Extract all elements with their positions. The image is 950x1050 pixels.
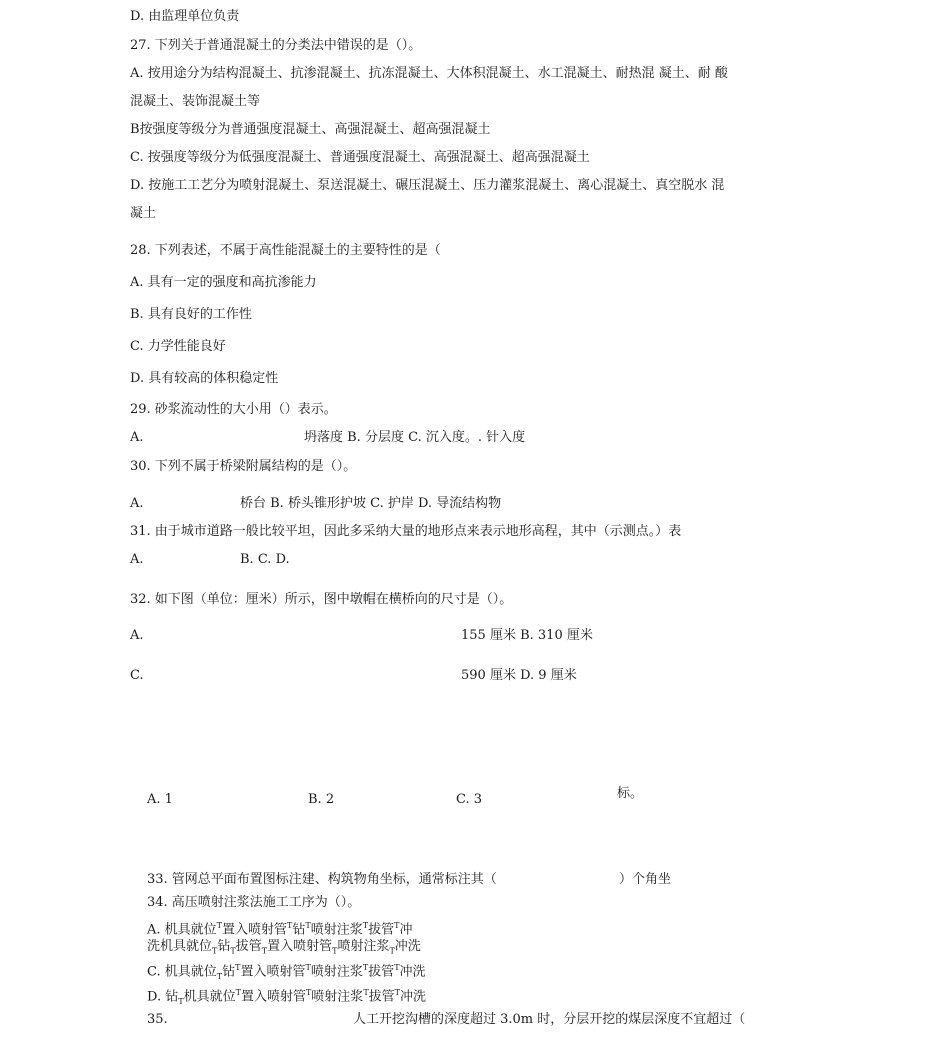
q34-option-b <box>147 938 421 961</box>
arrow-mark: T <box>305 921 311 930</box>
option-d-prev: D. 由监理单位负责 <box>130 9 240 24</box>
arrow-mark: T <box>305 988 312 997</box>
arrow-mark: T <box>235 963 241 972</box>
arrow-mark: T <box>230 946 236 956</box>
q27-option-d-line2: 凝土 <box>130 206 157 221</box>
question-35: 人工开挖沟槽的深度超过 3.0m 时，分层开挖的煤层深度不宜超过（ <box>353 1012 746 1027</box>
arrow-mark: T <box>216 971 223 981</box>
q34-b-step6: 冲洗 <box>394 939 421 954</box>
q34-a-step2: 置入喷射管 <box>222 922 288 938</box>
arrow-mark: T <box>178 996 184 1006</box>
q34-d-step3: 置入喷射管 <box>240 989 306 1005</box>
q28-option-a: A. 具有一定的强度和高抗渗能力 <box>130 275 317 290</box>
arrow-mark: T <box>235 988 241 997</box>
q34-c-step1: C. 机具就位 <box>147 964 217 980</box>
q34-c-step4: 喷射注浆 <box>310 964 363 980</box>
q34-c-step5: 拔管 <box>368 964 395 980</box>
q34-option-d <box>147 984 426 1011</box>
arrow-mark: T <box>362 921 369 930</box>
arrow-mark: T <box>287 921 293 930</box>
q29-option-label: A. <box>130 430 144 445</box>
arrow-mark: T <box>261 946 268 956</box>
arrow-mark: T <box>212 946 218 956</box>
q32-option-a-label: A. <box>130 628 144 643</box>
question-34: 34. 高压喷射注浆法施工工序为（）。 <box>147 895 361 910</box>
question-30: 30. 下列不属于桥梁附属结构的是（）。 <box>130 459 357 474</box>
q28-option-c: C. 力学性能良好 <box>130 339 226 354</box>
q34-option-a <box>147 917 412 939</box>
arrow-mark: T <box>394 963 400 972</box>
q34-d-step6: 冲洗 <box>400 989 427 1005</box>
q34-a-step3: 钻 <box>292 922 306 938</box>
q34-b-step1: 洗机具就位 <box>147 939 213 954</box>
question-28: 28. 下列表述，不属于高性能混凝土的主要特性的是（ <box>130 243 441 258</box>
question-32: 32. 如下图（单位：厘米）所示，图中墩帽在横桥向的尺寸是（）。 <box>130 592 513 607</box>
q27-option-d-line1: D. 按施工工艺分为喷射混凝土、泵送混凝土、碾压混凝土、压力灌浆混凝土、离心混凝土、真空脱水 混 <box>130 178 725 193</box>
q34-option-c <box>147 959 426 986</box>
q31-option-label: A. <box>130 552 144 567</box>
arrow-mark: T <box>389 946 395 956</box>
q32-options-cd: 590 厘米 D. 9 厘米 <box>461 668 577 683</box>
q34-a-step1: A. 机具就位 <box>147 922 217 938</box>
q27-option-b: B按强度等级分为普通强度混凝土、高强混凝土、超高强混凝土 <box>130 122 491 137</box>
q34-b-step4: 置入喷射管 <box>267 939 333 954</box>
q34-d-step4: 喷射注浆 <box>311 989 364 1005</box>
arrow-mark: T <box>394 921 400 930</box>
arrow-mark: T <box>394 988 401 997</box>
q28-option-b: B. 具有良好的工作性 <box>130 307 252 322</box>
q28-option-d: D. 具有较高的体积稳定性 <box>130 371 279 386</box>
q32-option-c-label: C. <box>130 668 144 683</box>
arrow-mark: T <box>363 988 369 997</box>
q33-option-a: A. 1 <box>147 792 173 807</box>
question-29: 29. 砂浆流动性的大小用（）表示。 <box>130 402 337 417</box>
arrow-mark: T <box>332 946 338 956</box>
q33-tail: 标。 <box>617 786 644 801</box>
arrow-mark: T <box>362 963 369 972</box>
q34-d-step5: 拔管 <box>368 989 395 1005</box>
q34-a-step5: 拔管 <box>368 922 395 938</box>
q34-c-step3: 置入喷射管 <box>240 964 306 980</box>
q34-d-step1: D. 钻 <box>147 989 179 1005</box>
q34-b-step2: 钻 <box>217 939 231 954</box>
q32-options-ab: 155 厘米 B. 310 厘米 <box>461 628 593 643</box>
q30-option-label: A. <box>130 496 144 511</box>
q34-b-step3: 拔管 <box>235 939 262 954</box>
q34-d-step2: 机具就位 <box>183 989 236 1005</box>
q34-b-step5: 喷射注浆 <box>337 939 390 954</box>
q34-c-step2: 钻 <box>222 964 236 980</box>
question-33: 33. 管网总平面布置图标注建、构筑物角坐标，通常标注其（ <box>147 872 497 887</box>
q29-options: 坍落度 B. 分层度 C. 沉入度。. 针入度 <box>304 430 526 445</box>
q27-option-a-line1: A. 按用途分为结构混凝土、抗渗混凝土、抗冻混凝土、大体积混凝土、水工混凝土、耐热混 凝土、耐 酸 <box>130 66 728 81</box>
question-27: 27. 下列关于普通混凝土的分类法中错误的是（）。 <box>130 38 422 53</box>
q34-a-step6: 冲 <box>399 922 413 938</box>
arrow-mark: T <box>305 963 311 972</box>
q33-option-b: B. 2 <box>308 792 335 807</box>
q33-option-c: C. 3 <box>456 792 483 807</box>
q30-options: 桥台 B. 桥头锥形护坡 C. 护岸 D. 导流结构物 <box>240 496 502 511</box>
q34-a-step4: 喷射注浆 <box>310 922 363 938</box>
q27-option-a-line2: 混凝土、装饰混凝土等 <box>130 94 261 109</box>
question-35-number: 35. <box>147 1012 168 1027</box>
q34-c-step6: 冲洗 <box>399 964 426 980</box>
q31-options: B. C. D. <box>240 552 290 567</box>
question-31: 31. 由于城市道路一般比较平坦，因此多采纳大量的地形点来表示地形高程，其中（示测点。）表 <box>130 524 682 539</box>
arrow-mark: T <box>216 921 222 930</box>
question-33-cont: ）个角坐 <box>619 872 672 887</box>
q27-option-c: C. 按强度等级分为低强度混凝土、普通强度混凝土、高强混凝土、超高强混凝土 <box>130 150 590 165</box>
